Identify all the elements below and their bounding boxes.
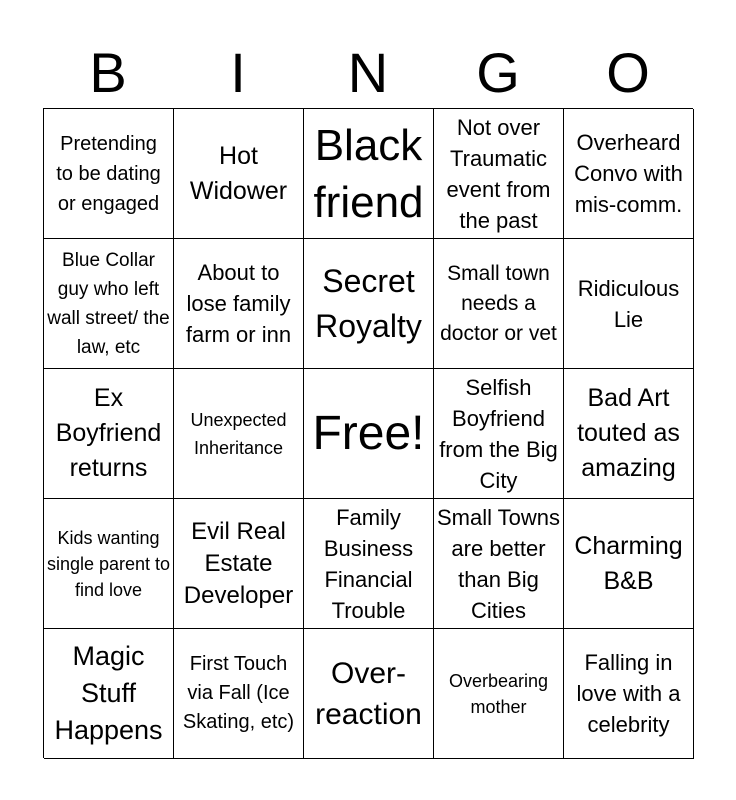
header-letter-n: N — [347, 41, 389, 104]
bingo-cell[interactable] — [304, 629, 434, 759]
cell-text: Falling in love with a celebrity — [576, 650, 681, 737]
bingo-cell[interactable] — [304, 499, 434, 629]
bingo-cell[interactable] — [564, 629, 694, 759]
bingo-cell[interactable] — [174, 629, 304, 759]
bingo-cell[interactable] — [44, 239, 174, 369]
cell-text: Secret Royalty — [315, 262, 422, 344]
bingo-header — [43, 40, 693, 106]
cell-text: Selfish Boyfriend from the Big City — [439, 374, 558, 493]
header-letter-i: I — [230, 41, 246, 104]
bingo-grid — [43, 108, 693, 758]
bingo-cell[interactable] — [44, 629, 174, 759]
cell-text: Over-reaction — [315, 656, 422, 731]
cell-text: Free! — [312, 406, 425, 460]
bingo-cell[interactable] — [44, 499, 174, 629]
bingo-cell[interactable] — [434, 369, 564, 499]
bingo-cell[interactable] — [434, 239, 564, 369]
bingo-cell[interactable] — [564, 369, 694, 499]
cell-text: Kids wanting single parent to find love — [46, 527, 171, 600]
cell-text: Small town needs a doctor or vet — [440, 261, 557, 345]
bingo-cell[interactable] — [44, 369, 174, 499]
bingo-cell[interactable] — [434, 629, 564, 759]
cell-text: Not over Traumatic event from the past — [446, 114, 551, 233]
cell-text: First Touch via Fall (Ice Skating, etc) — [182, 653, 295, 733]
bingo-cell[interactable] — [434, 499, 564, 629]
cell-text: Magic Stuff Happens — [54, 641, 163, 745]
bingo-cell[interactable] — [564, 109, 694, 239]
header-letter-g: G — [476, 41, 520, 104]
cell-text: Ex Boyfriend returns — [55, 384, 162, 482]
header-letter-o: O — [606, 41, 650, 104]
cell-text: Charming B&B — [574, 531, 683, 595]
bingo-cell[interactable] — [174, 109, 304, 239]
bingo-cell[interactable] — [44, 109, 174, 239]
cell-text: Small Towns are better than Big Cities — [436, 504, 561, 623]
free-space[interactable] — [304, 369, 434, 499]
bingo-cell[interactable] — [304, 239, 434, 369]
header-letter-b: B — [89, 41, 127, 104]
cell-text: Blue Collar guy who left wall street/ the law, etc — [47, 249, 170, 358]
bingo-cell[interactable] — [174, 499, 304, 629]
bingo-cell[interactable] — [174, 369, 304, 499]
cell-text: Overheard Convo with mis-comm. — [574, 130, 683, 217]
cell-text: Overbearing mother — [448, 670, 549, 717]
cell-text: Black friend — [313, 120, 424, 227]
cell-text: Pretending to be dating or engaged — [56, 132, 161, 215]
cell-text: Bad Art touted as amazing — [577, 384, 680, 482]
bingo-cell[interactable] — [434, 109, 564, 239]
cell-text: Family Business Financial Trouble — [323, 504, 414, 623]
cell-text: Unexpected Inheritance — [190, 409, 287, 458]
bingo-cell[interactable] — [564, 499, 694, 629]
cell-text: Hot Widower — [189, 141, 288, 205]
bingo-cell[interactable] — [564, 239, 694, 369]
cell-text: About to lose family farm or inn — [185, 260, 292, 347]
cell-text: Ridiculous Lie — [577, 275, 680, 332]
bingo-cell[interactable] — [174, 239, 304, 369]
bingo-cell[interactable] — [304, 109, 434, 239]
cell-text: Evil Real Estate Developer — [183, 517, 294, 609]
